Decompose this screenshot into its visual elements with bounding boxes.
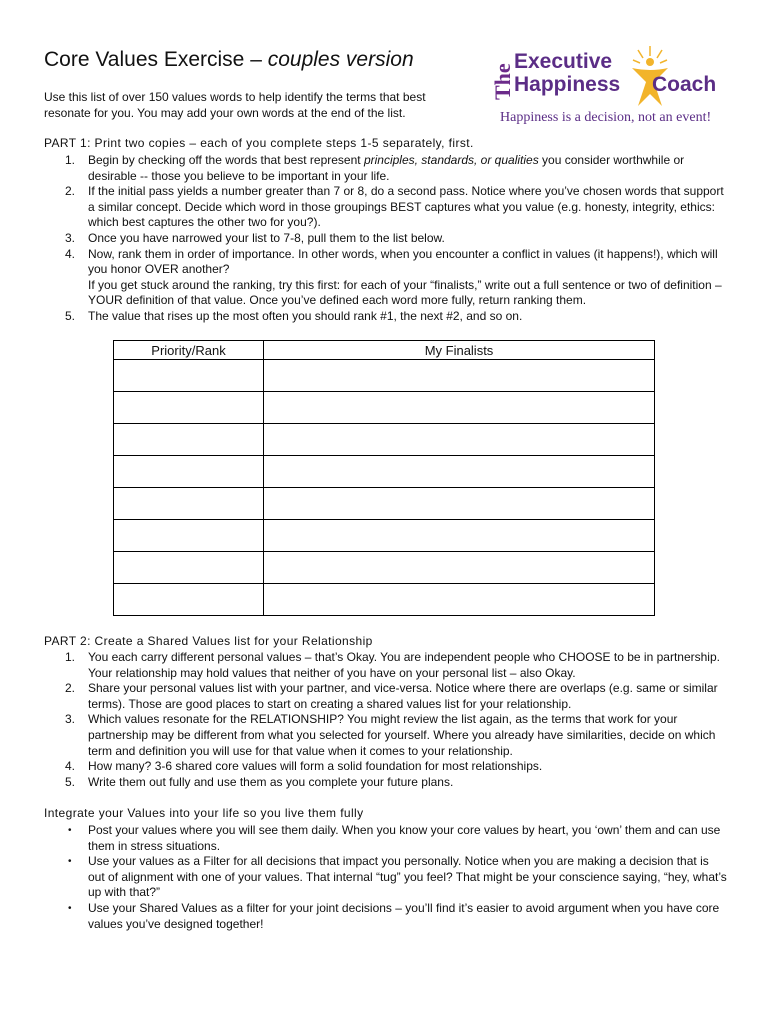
list-item: 1. You each carry different personal values – that’s Okay. You are independent people who CHOOSE to be in partnership. Your relationship may hold values that neither of you have on your personal list – also Okay. — [65, 650, 720, 680]
finalist-cell[interactable] — [264, 456, 655, 488]
integrate-list — [68, 823, 728, 932]
list-item: 2. If the initial pass yields a number greater than 7 or 8, do a second pass. Notice where you’ve chosen words that support a similar concept. Decide which word in those groupings BEST captures what you value (e.g. honesty, integrity, ethics: which best captures the other two for you?). — [65, 184, 724, 230]
logo-happiness: Happiness — [514, 73, 621, 96]
rank-cell[interactable] — [114, 424, 264, 456]
finalist-cell[interactable] — [264, 552, 655, 584]
list-item: 3. Once you have narrowed your list to 7-8, pull them to the list below. — [65, 230, 445, 245]
logo-executive: Executive — [514, 50, 613, 73]
list-item: 3. Which values resonate for the RELATIONSHIP? You might review the list again, as the terms that work for your partnership may be different from what you selected for yourself. Where you already have similarities, decide on which term and definition you will use for that value when it comes to your relationship. — [65, 712, 716, 758]
title-main: Core Values Exercise – — [44, 48, 268, 71]
rank-cell[interactable] — [114, 488, 264, 520]
bullet-icon: • — [68, 856, 72, 868]
rank-cell[interactable] — [114, 520, 264, 552]
finalist-cell[interactable] — [264, 392, 655, 424]
table-row — [114, 456, 655, 488]
rank-cell[interactable] — [114, 552, 264, 584]
list-item: • Use your values as a Filter for all decisions that impact you personally. Notice when you are making a decision that is out of alignment with one of your values. That internal “tug” you feel? That might be your conscience saying, “hey, what’s up with that?” — [68, 854, 727, 900]
rank-cell[interactable] — [114, 360, 264, 392]
logo-coach: Coach — [652, 73, 717, 96]
table-row — [114, 392, 655, 424]
list-item: 5. The value that rises up the most often you should rank #1, the next #2, and so on. — [65, 308, 523, 323]
list-item: 2. Share your personal values list with your partner, and vice-versa. Notice where there are overlaps (e.g. same or similar terms). Those are good places to start on creating a shared values list for your relationship. — [65, 681, 718, 711]
logo-the: The — [490, 63, 515, 100]
part2-list — [65, 650, 728, 790]
table-row — [114, 360, 655, 392]
finalist-cell[interactable] — [264, 360, 655, 392]
list-item: 4. Now, rank them in order of importance. In other words, when you encounter a conflict in values (it happens!), which will you honor OVER another? If you get stuck around the ranking, try this first: for each of your “finalists,” write out a full sentence or two of definition – YOUR definition of that value. Once you’ve defined each word more fully, return ranking them. — [65, 246, 722, 308]
title-italic: couples version — [267, 48, 414, 71]
table-row — [114, 584, 655, 616]
part2-heading: PART 2: Create a Shared Values list for your Relationship — [44, 634, 373, 648]
finalist-cell[interactable] — [264, 520, 655, 552]
part1-heading: PART 1: Print two copies – each of you complete steps 1-5 separately, first. — [44, 136, 474, 150]
logo-tagline: Happiness is a decision, not an event! — [500, 110, 712, 125]
list-item: 4. How many? 3-6 shared core values will form a solid foundation for most relationships. — [65, 759, 543, 774]
header-my-finalists: My Finalists — [264, 341, 655, 360]
finalist-cell[interactable] — [264, 584, 655, 616]
rank-cell[interactable] — [114, 456, 264, 488]
table-row — [114, 424, 655, 456]
finalist-cell[interactable] — [264, 488, 655, 520]
table-row — [114, 520, 655, 552]
rank-cell[interactable] — [114, 584, 264, 616]
list-item: 5. Write them out fully and use them as you complete your future plans. — [65, 774, 454, 789]
bullet-icon: • — [68, 902, 72, 914]
list-item: • Post your values where you will see them daily. When you know your core values by heart, you ‘own’ them and can use them in stress situations. — [68, 823, 721, 853]
page-title — [44, 48, 414, 72]
part1-list — [65, 153, 728, 325]
finalists-table — [113, 340, 655, 616]
logo — [492, 46, 732, 132]
table-row — [114, 552, 655, 584]
bullet-icon: • — [68, 825, 72, 836]
list-item: 1. Begin by checking off the words that best represent principles, standards, or qualities you consider worthwhile or desirable -- those you believe to be important in your life. — [65, 153, 685, 183]
header-priority-rank: Priority/Rank — [114, 341, 264, 360]
intro-text: Use this list of over 150 values words to help identify the terms that best resonate for you. You may add your own words at the end of the list. — [44, 90, 426, 120]
rank-cell[interactable] — [114, 392, 264, 424]
finalist-cell[interactable] — [264, 424, 655, 456]
table-row — [114, 488, 655, 520]
list-item: • Use your Shared Values as a filter for your joint decisions – you’ll find it’s easier to avoid argument when you have core values you’ve designed together! — [68, 900, 720, 931]
integrate-heading: Integrate your Values into your life so you live them fully — [44, 806, 364, 820]
